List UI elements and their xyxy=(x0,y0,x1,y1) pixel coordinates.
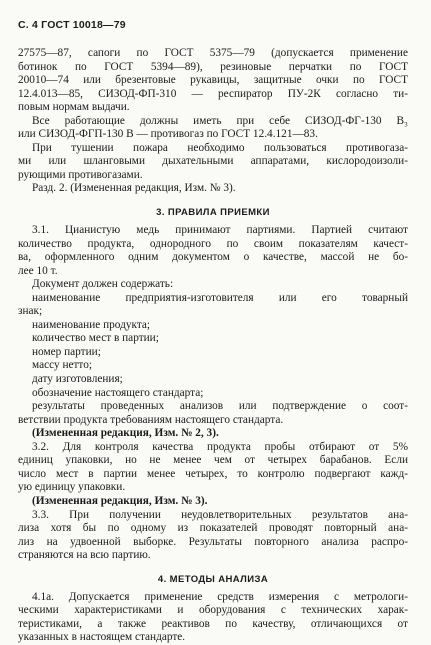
text-line: 3.3. При получении неудовлетворительных результатов ана- xyxy=(32,508,408,521)
list-item: дату изготовления; xyxy=(32,373,123,386)
page-body xyxy=(18,47,408,645)
text-line: 20010—74 или брезентовые рукавицы, защитные очки по ГОСТ xyxy=(18,74,408,87)
text-line: единиц упаковки, но не менее чем от четырех барабанов. Если xyxy=(18,454,408,467)
paragraph-fire xyxy=(18,142,408,183)
page-header: С. 4 ГОСТ 10018—79 xyxy=(18,19,126,31)
paragraph-ppe-continued xyxy=(18,47,408,115)
list-item: наименование продукта; xyxy=(32,318,151,331)
text-line: число мест в партии менее четырех, то контролю подвергают кажд- xyxy=(18,467,408,480)
text-line: лее 10 т. xyxy=(18,264,58,277)
text-line: 12.4.013—85, СИЗОД-ФП-310 — респиратор ПУ-2К согласно ти- xyxy=(18,87,408,100)
text-line: 3.2. Для контроля качества продукта пробы отбирают от 5% xyxy=(32,440,408,453)
text-line: теристиками, а также реактивов по качеству, отличающихся от xyxy=(18,617,408,630)
list-item: обозначение настоящего стандарта; xyxy=(32,386,204,399)
text-line: 27575—87, сапоги по ГОСТ 5375—79 (допускается применение xyxy=(18,47,408,59)
amendment-note-section2: Разд. 2. (Измененная редакция, Изм. № 3). xyxy=(32,182,236,195)
list-item: наименование предприятия-изготовителя или его товарный xyxy=(32,291,408,304)
list-item: массу нетто; xyxy=(32,359,93,372)
text-line: лиза хотя бы по одному из показателей проводят повторный ана- xyxy=(18,522,408,535)
paragraph-3-1 xyxy=(18,224,408,278)
amendment-note: (Измененная редакция, Изм. № 3). xyxy=(32,494,208,507)
document-contents-list xyxy=(18,278,408,427)
paragraph-4-1a xyxy=(18,591,408,645)
text-line: 4.1а. Допускается применение средств измерения с метрологи- xyxy=(32,590,408,603)
list-intro: Документ должен содержать: xyxy=(32,278,174,291)
list-item: номер партии; xyxy=(32,345,101,358)
text-line: указанных в настоящем стандарте. xyxy=(18,631,186,644)
text-line: ми или шланговыми дыхательными аппаратами, кислородоизоли- xyxy=(18,155,408,168)
text-line: страняются на всю партию. xyxy=(18,549,151,562)
text-line: ую единицу упаковки. xyxy=(18,481,126,494)
text-line: ботинок по ГОСТ 5394—89), резиновые перчатки по ГОСТ xyxy=(18,60,408,73)
list-item-continued: знак; xyxy=(18,305,43,318)
text-line: ческими характеристиками и оборудования с технических харак- xyxy=(18,604,408,617)
list-item: результаты проведенных анализов или подтверждение о соот- xyxy=(32,400,408,413)
list-item: количество мест в партии; xyxy=(32,332,159,345)
section-title-acceptance: 3. ПРАВИЛА ПРИЕМКИ xyxy=(156,207,270,219)
text-line: или СИЗОД-ФГП-130 В — противогаз по ГОСТ 12.4.121—83. xyxy=(18,128,318,141)
text-line: повым нормам выдачи. xyxy=(18,101,130,114)
text-line: лиз на удвоенной выборке. Результаты повторного анализа распро- xyxy=(18,535,408,548)
text-line: При тушении пожара необходимо пользоваться противогаза- xyxy=(32,141,408,154)
text-line: рующими противогазами. xyxy=(18,168,143,181)
text-line: количество продукта, однородного по своим показателям качест- xyxy=(18,237,408,250)
text-line: 3.1. Цианистую медь принимают партиями. Партией считают xyxy=(32,224,408,237)
list-item-continued: ветствии продукта требованиям настоящего стандарта. xyxy=(18,413,284,426)
paragraph-gas-masks xyxy=(18,115,408,142)
amendment-note: (Измененная редакция, Изм. № 2, 3). xyxy=(32,427,219,440)
section-title-methods: 4. МЕТОДЫ АНАЛИЗА xyxy=(157,573,269,585)
paragraph-3-3 xyxy=(18,509,408,563)
text-line: Все работающие должны иметь при себе СИЗОД-ФГ-130 В₃ xyxy=(32,114,408,127)
text-line: ва, оформленного одним документом о качестве, массой не бо- xyxy=(18,251,408,264)
paragraph-3-2 xyxy=(18,441,408,495)
